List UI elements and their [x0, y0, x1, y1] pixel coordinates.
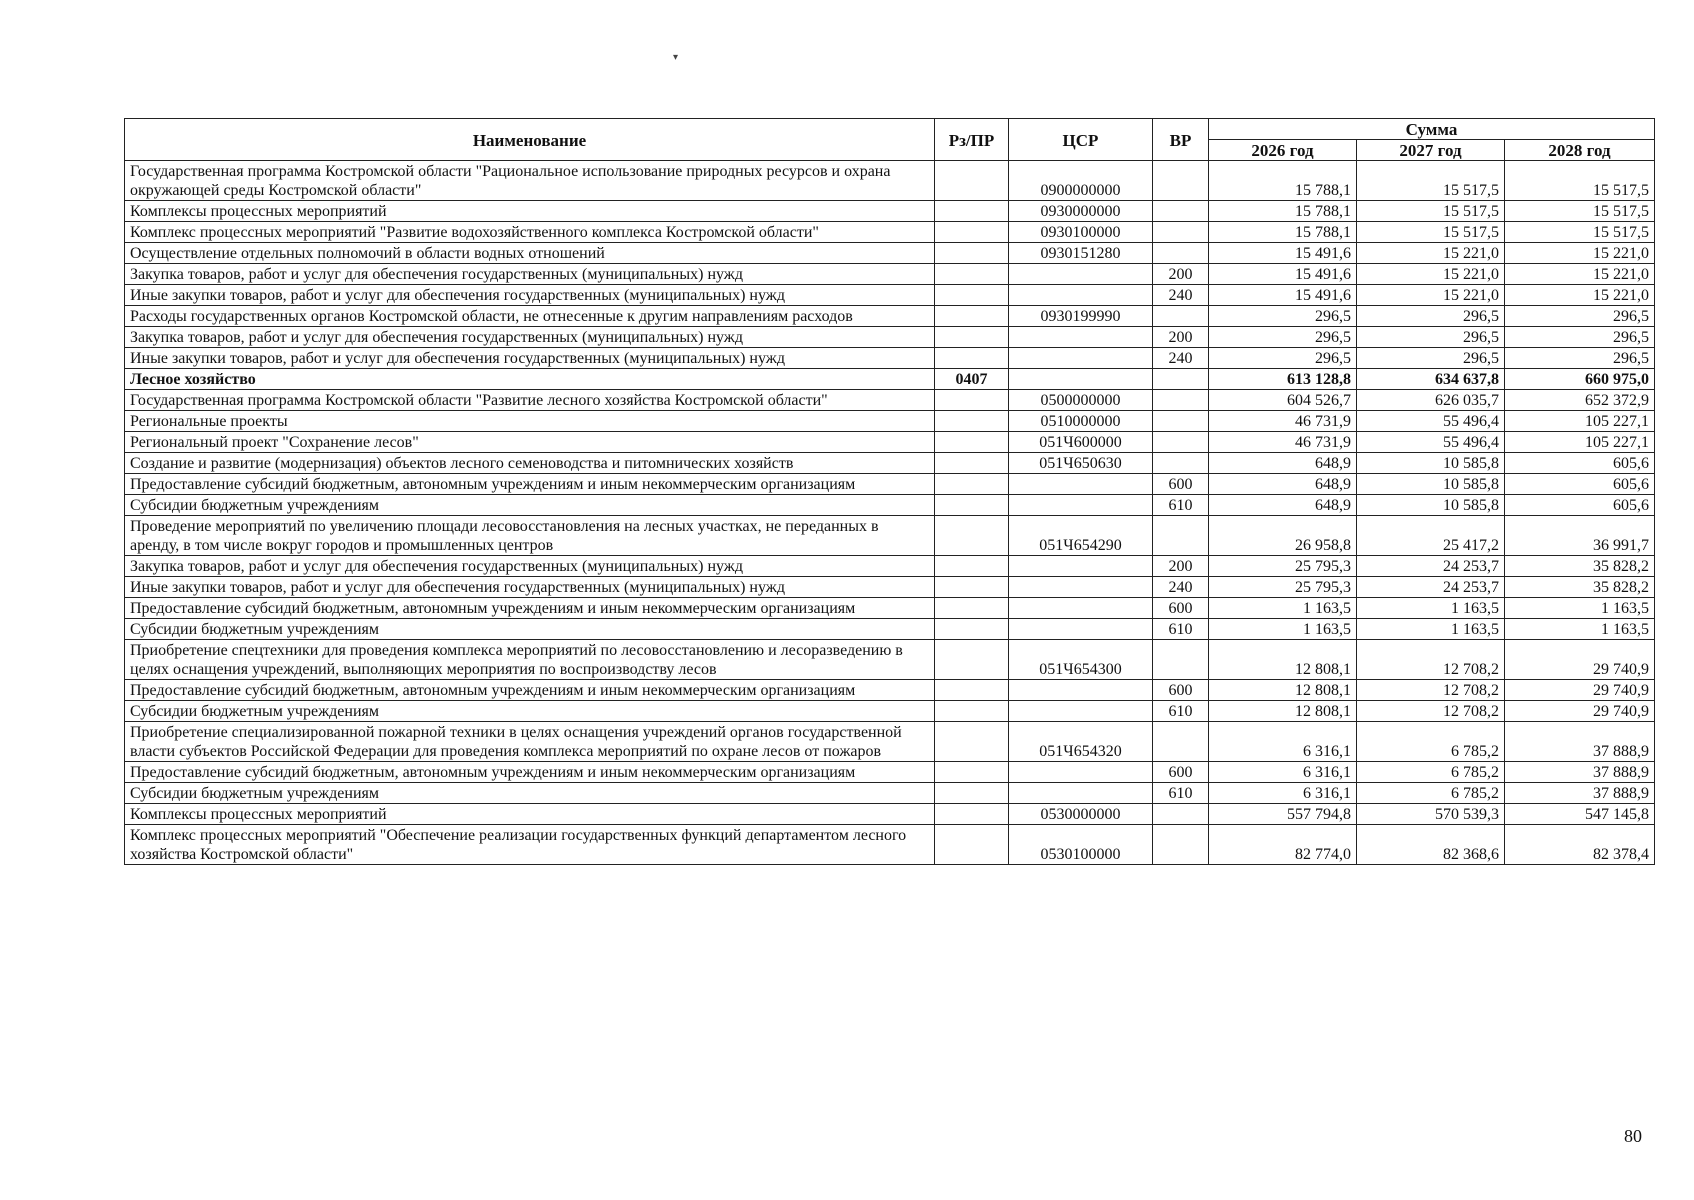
cell-2026: 12 808,1 [1209, 701, 1357, 722]
cell-2028: 15 221,0 [1505, 243, 1655, 264]
cell-rzpr [935, 701, 1009, 722]
cell-2026: 648,9 [1209, 453, 1357, 474]
cell-rzpr [935, 411, 1009, 432]
cell-2026: 6 316,1 [1209, 762, 1357, 783]
cell-2026: 82 774,0 [1209, 825, 1357, 865]
cell-csr: 0930151280 [1009, 243, 1153, 264]
cell-2028: 296,5 [1505, 348, 1655, 369]
cell-csr [1009, 701, 1153, 722]
cell-2026: 15 788,1 [1209, 222, 1357, 243]
cell-vr: 610 [1153, 619, 1209, 640]
cell-2028: 37 888,9 [1505, 762, 1655, 783]
cell-2026: 604 526,7 [1209, 390, 1357, 411]
cell-name: Иные закупки товаров, работ и услуг для обеспечения государственных (муниципальных) нужд [125, 348, 935, 369]
cell-name: Государственная программа Костромской области "Развитие лесного хозяйства Костромской области" [125, 390, 935, 411]
cell-2027: 296,5 [1357, 306, 1505, 327]
cell-name: Комплекс процессных мероприятий "Обеспечение реализации государственных функций департаментом лесного хозяйства Костромской области" [125, 825, 935, 865]
cell-2028: 296,5 [1505, 306, 1655, 327]
cell-2027: 15 221,0 [1357, 285, 1505, 306]
cell-2026: 613 128,8 [1209, 369, 1357, 390]
cell-2027: 634 637,8 [1357, 369, 1505, 390]
cell-rzpr [935, 327, 1009, 348]
cell-vr [1153, 411, 1209, 432]
cell-name: Лесное хозяйство [125, 369, 935, 390]
header-rzpr: Рз/ПР [935, 119, 1009, 161]
cell-name: Закупка товаров, работ и услуг для обеспечения государственных (муниципальных) нужд [125, 264, 935, 285]
cell-2026: 296,5 [1209, 306, 1357, 327]
cell-rzpr [935, 680, 1009, 701]
header-year-2028: 2028 год [1505, 140, 1655, 161]
cell-csr: 051Ч650630 [1009, 453, 1153, 474]
cell-rzpr [935, 762, 1009, 783]
cell-rzpr [935, 474, 1009, 495]
cell-2026: 15 491,6 [1209, 285, 1357, 306]
cell-name: Комплексы процессных мероприятий [125, 201, 935, 222]
cell-name: Предоставление субсидий бюджетным, автономным учреждениям и иным некоммерческим организациям [125, 680, 935, 701]
table-row [125, 825, 1655, 865]
header-sum: Сумма [1209, 119, 1655, 140]
cell-rzpr [935, 640, 1009, 680]
table-row [125, 264, 1655, 285]
cell-2027: 296,5 [1357, 348, 1505, 369]
table-row [125, 243, 1655, 264]
cell-2026: 15 788,1 [1209, 201, 1357, 222]
cell-vr [1153, 390, 1209, 411]
cell-rzpr [935, 825, 1009, 865]
cell-rzpr [935, 556, 1009, 577]
table-body [125, 161, 1655, 865]
cell-2027: 15 221,0 [1357, 264, 1505, 285]
cell-rzpr: 0407 [935, 369, 1009, 390]
cell-vr [1153, 453, 1209, 474]
cell-rzpr [935, 783, 1009, 804]
cell-vr: 600 [1153, 680, 1209, 701]
cell-name: Приобретение спецтехники для проведения комплекса мероприятий по лесовосстановлению и лесоразведению в целях оснащения учреждений, выполняющих мероприятия по воспроизводству лесов [125, 640, 935, 680]
cell-vr [1153, 222, 1209, 243]
cell-name: Предоставление субсидий бюджетным, автономным учреждениям и иным некоммерческим организациям [125, 598, 935, 619]
cell-vr [1153, 722, 1209, 762]
cell-csr [1009, 285, 1153, 306]
cell-rzpr [935, 495, 1009, 516]
cell-vr: 200 [1153, 264, 1209, 285]
cell-2027: 12 708,2 [1357, 701, 1505, 722]
table-row [125, 411, 1655, 432]
cell-name: Субсидии бюджетным учреждениям [125, 701, 935, 722]
cell-2028: 82 378,4 [1505, 825, 1655, 865]
cell-rzpr [935, 348, 1009, 369]
cell-rzpr [935, 161, 1009, 201]
cell-csr: 051Ч654300 [1009, 640, 1153, 680]
cell-2027: 10 585,8 [1357, 453, 1505, 474]
cell-vr [1153, 369, 1209, 390]
cell-rzpr [935, 722, 1009, 762]
scan-mark: ▾ [673, 52, 679, 63]
cell-name: Комплекс процессных мероприятий "Развитие водохозяйственного комплекса Костромской области" [125, 222, 935, 243]
cell-2028: 547 145,8 [1505, 804, 1655, 825]
cell-2026: 12 808,1 [1209, 680, 1357, 701]
cell-rzpr [935, 306, 1009, 327]
cell-2028: 1 163,5 [1505, 598, 1655, 619]
header-vr: ВР [1153, 119, 1209, 161]
cell-2026: 6 316,1 [1209, 722, 1357, 762]
cell-name: Расходы государственных органов Костромской области, не отнесенные к другим направлениям расходов [125, 306, 935, 327]
cell-2026: 15 491,6 [1209, 264, 1357, 285]
cell-csr: 0930100000 [1009, 222, 1153, 243]
cell-csr [1009, 327, 1153, 348]
cell-csr [1009, 783, 1153, 804]
cell-2026: 46 731,9 [1209, 432, 1357, 453]
cell-name: Иные закупки товаров, работ и услуг для обеспечения государственных (муниципальных) нужд [125, 577, 935, 598]
cell-2028: 15 517,5 [1505, 222, 1655, 243]
cell-2027: 1 163,5 [1357, 598, 1505, 619]
table-row [125, 306, 1655, 327]
cell-vr [1153, 243, 1209, 264]
cell-2028: 652 372,9 [1505, 390, 1655, 411]
cell-rzpr [935, 390, 1009, 411]
cell-vr [1153, 516, 1209, 556]
cell-2026: 12 808,1 [1209, 640, 1357, 680]
table-row [125, 598, 1655, 619]
cell-vr: 600 [1153, 474, 1209, 495]
cell-2027: 12 708,2 [1357, 640, 1505, 680]
cell-csr [1009, 598, 1153, 619]
cell-name: Закупка товаров, работ и услуг для обеспечения государственных (муниципальных) нужд [125, 556, 935, 577]
cell-vr [1153, 306, 1209, 327]
cell-name: Осуществление отдельных полномочий в области водных отношений [125, 243, 935, 264]
cell-rzpr [935, 598, 1009, 619]
cell-name: Создание и развитие (модернизация) объектов лесного семеноводства и питомнических хозяйств [125, 453, 935, 474]
header-year-2026: 2026 год [1209, 140, 1357, 161]
cell-vr: 240 [1153, 348, 1209, 369]
cell-2026: 25 795,3 [1209, 556, 1357, 577]
cell-2027: 6 785,2 [1357, 783, 1505, 804]
table-row [125, 222, 1655, 243]
cell-csr [1009, 680, 1153, 701]
cell-name: Проведение мероприятий по увеличению площади лесовосстановления на лесных участках, не переданных в аренду, в том числе вокруг городов и промышленных центров [125, 516, 935, 556]
cell-2028: 35 828,2 [1505, 556, 1655, 577]
cell-2027: 24 253,7 [1357, 577, 1505, 598]
table-row [125, 516, 1655, 556]
cell-2026: 46 731,9 [1209, 411, 1357, 432]
cell-vr [1153, 825, 1209, 865]
cell-2027: 6 785,2 [1357, 722, 1505, 762]
cell-csr: 051Ч654290 [1009, 516, 1153, 556]
table-row [125, 762, 1655, 783]
cell-2028: 36 991,7 [1505, 516, 1655, 556]
table-row [125, 495, 1655, 516]
cell-csr [1009, 495, 1153, 516]
cell-rzpr [935, 804, 1009, 825]
cell-csr [1009, 474, 1153, 495]
cell-2028: 35 828,2 [1505, 577, 1655, 598]
table-row [125, 432, 1655, 453]
cell-2028: 29 740,9 [1505, 640, 1655, 680]
cell-vr [1153, 432, 1209, 453]
cell-name: Приобретение специализированной пожарной техники в целях оснащения учреждений органов государственной власти субъектов Российской Федерации для проведения комплекса мероприятий по охране лесов от пожаров [125, 722, 935, 762]
cell-2027: 82 368,6 [1357, 825, 1505, 865]
budget-table [124, 118, 1655, 865]
cell-csr: 0900000000 [1009, 161, 1153, 201]
cell-2026: 296,5 [1209, 348, 1357, 369]
cell-rzpr [935, 201, 1009, 222]
cell-csr [1009, 369, 1153, 390]
cell-2026: 648,9 [1209, 495, 1357, 516]
cell-2026: 557 794,8 [1209, 804, 1357, 825]
table-row [125, 161, 1655, 201]
cell-2026: 648,9 [1209, 474, 1357, 495]
cell-csr: 051Ч600000 [1009, 432, 1153, 453]
table-row [125, 701, 1655, 722]
cell-vr: 600 [1153, 762, 1209, 783]
cell-vr: 200 [1153, 327, 1209, 348]
cell-2028: 29 740,9 [1505, 680, 1655, 701]
cell-2027: 10 585,8 [1357, 474, 1505, 495]
cell-csr [1009, 619, 1153, 640]
cell-2028: 15 221,0 [1505, 285, 1655, 306]
cell-2028: 1 163,5 [1505, 619, 1655, 640]
cell-2026: 15 788,1 [1209, 161, 1357, 201]
cell-csr [1009, 577, 1153, 598]
cell-2028: 15 517,5 [1505, 201, 1655, 222]
cell-rzpr [935, 222, 1009, 243]
table-row [125, 783, 1655, 804]
cell-2028: 605,6 [1505, 495, 1655, 516]
cell-2028: 605,6 [1505, 453, 1655, 474]
table-row [125, 804, 1655, 825]
table-row [125, 680, 1655, 701]
page-number: 80 [1624, 1126, 1642, 1146]
cell-2028: 105 227,1 [1505, 411, 1655, 432]
cell-2027: 15 221,0 [1357, 243, 1505, 264]
header-csr: ЦСР [1009, 119, 1153, 161]
cell-2028: 37 888,9 [1505, 722, 1655, 762]
cell-vr [1153, 640, 1209, 680]
cell-name: Предоставление субсидий бюджетным, автономным учреждениям и иным некоммерческим организациям [125, 474, 935, 495]
table-row [125, 285, 1655, 306]
cell-2027: 25 417,2 [1357, 516, 1505, 556]
table-row [125, 390, 1655, 411]
table-row [125, 619, 1655, 640]
header-name: Наименование [125, 119, 935, 161]
cell-name: Региональный проект "Сохранение лесов" [125, 432, 935, 453]
table-row [125, 201, 1655, 222]
cell-2027: 55 496,4 [1357, 411, 1505, 432]
table-row [125, 369, 1655, 390]
cell-csr [1009, 264, 1153, 285]
cell-csr: 0930199990 [1009, 306, 1153, 327]
table-row [125, 474, 1655, 495]
header-row [125, 119, 1655, 140]
table-row [125, 327, 1655, 348]
table-row [125, 556, 1655, 577]
cell-name: Комплексы процессных мероприятий [125, 804, 935, 825]
cell-2026: 1 163,5 [1209, 619, 1357, 640]
cell-name: Региональные проекты [125, 411, 935, 432]
table-row [125, 577, 1655, 598]
cell-2027: 15 517,5 [1357, 201, 1505, 222]
cell-2026: 15 491,6 [1209, 243, 1357, 264]
table-row [125, 722, 1655, 762]
cell-vr: 610 [1153, 701, 1209, 722]
cell-vr: 240 [1153, 577, 1209, 598]
cell-name: Государственная программа Костромской области "Рациональное использование природных ресурсов и охрана окружающей среды Костромской области" [125, 161, 935, 201]
cell-rzpr [935, 619, 1009, 640]
cell-vr [1153, 804, 1209, 825]
cell-2028: 15 221,0 [1505, 264, 1655, 285]
cell-name: Субсидии бюджетным учреждениям [125, 783, 935, 804]
cell-vr: 600 [1153, 598, 1209, 619]
cell-2026: 25 795,3 [1209, 577, 1357, 598]
cell-csr [1009, 556, 1153, 577]
table-row [125, 348, 1655, 369]
cell-csr [1009, 762, 1153, 783]
cell-2028: 296,5 [1505, 327, 1655, 348]
cell-2027: 570 539,3 [1357, 804, 1505, 825]
cell-2027: 15 517,5 [1357, 161, 1505, 201]
cell-2026: 6 316,1 [1209, 783, 1357, 804]
cell-name: Закупка товаров, работ и услуг для обеспечения государственных (муниципальных) нужд [125, 327, 935, 348]
cell-name: Субсидии бюджетным учреждениям [125, 495, 935, 516]
cell-csr: 0530100000 [1009, 825, 1153, 865]
cell-vr: 610 [1153, 783, 1209, 804]
table-row [125, 453, 1655, 474]
cell-2026: 296,5 [1209, 327, 1357, 348]
cell-vr [1153, 201, 1209, 222]
cell-csr: 0500000000 [1009, 390, 1153, 411]
cell-2028: 29 740,9 [1505, 701, 1655, 722]
cell-2027: 1 163,5 [1357, 619, 1505, 640]
cell-2027: 10 585,8 [1357, 495, 1505, 516]
cell-2027: 626 035,7 [1357, 390, 1505, 411]
cell-2027: 6 785,2 [1357, 762, 1505, 783]
cell-csr: 0530000000 [1009, 804, 1153, 825]
cell-2027: 296,5 [1357, 327, 1505, 348]
cell-2027: 55 496,4 [1357, 432, 1505, 453]
cell-csr: 0930000000 [1009, 201, 1153, 222]
cell-rzpr [935, 432, 1009, 453]
cell-2028: 105 227,1 [1505, 432, 1655, 453]
cell-rzpr [935, 264, 1009, 285]
cell-csr [1009, 348, 1153, 369]
cell-rzpr [935, 577, 1009, 598]
cell-name: Иные закупки товаров, работ и услуг для обеспечения государственных (муниципальных) нужд [125, 285, 935, 306]
cell-vr: 200 [1153, 556, 1209, 577]
cell-2028: 605,6 [1505, 474, 1655, 495]
cell-rzpr [935, 516, 1009, 556]
cell-2028: 15 517,5 [1505, 161, 1655, 201]
header-year-2027: 2027 год [1357, 140, 1505, 161]
cell-vr [1153, 161, 1209, 201]
cell-2026: 1 163,5 [1209, 598, 1357, 619]
table-row [125, 640, 1655, 680]
cell-2028: 660 975,0 [1505, 369, 1655, 390]
cell-rzpr [935, 285, 1009, 306]
cell-vr: 240 [1153, 285, 1209, 306]
cell-2027: 12 708,2 [1357, 680, 1505, 701]
cell-vr: 610 [1153, 495, 1209, 516]
cell-2026: 26 958,8 [1209, 516, 1357, 556]
cell-csr: 051Ч654320 [1009, 722, 1153, 762]
cell-name: Субсидии бюджетным учреждениям [125, 619, 935, 640]
cell-2027: 24 253,7 [1357, 556, 1505, 577]
cell-rzpr [935, 453, 1009, 474]
cell-rzpr [935, 243, 1009, 264]
cell-2028: 37 888,9 [1505, 783, 1655, 804]
cell-2027: 15 517,5 [1357, 222, 1505, 243]
cell-csr: 0510000000 [1009, 411, 1153, 432]
cell-name: Предоставление субсидий бюджетным, автономным учреждениям и иным некоммерческим организациям [125, 762, 935, 783]
